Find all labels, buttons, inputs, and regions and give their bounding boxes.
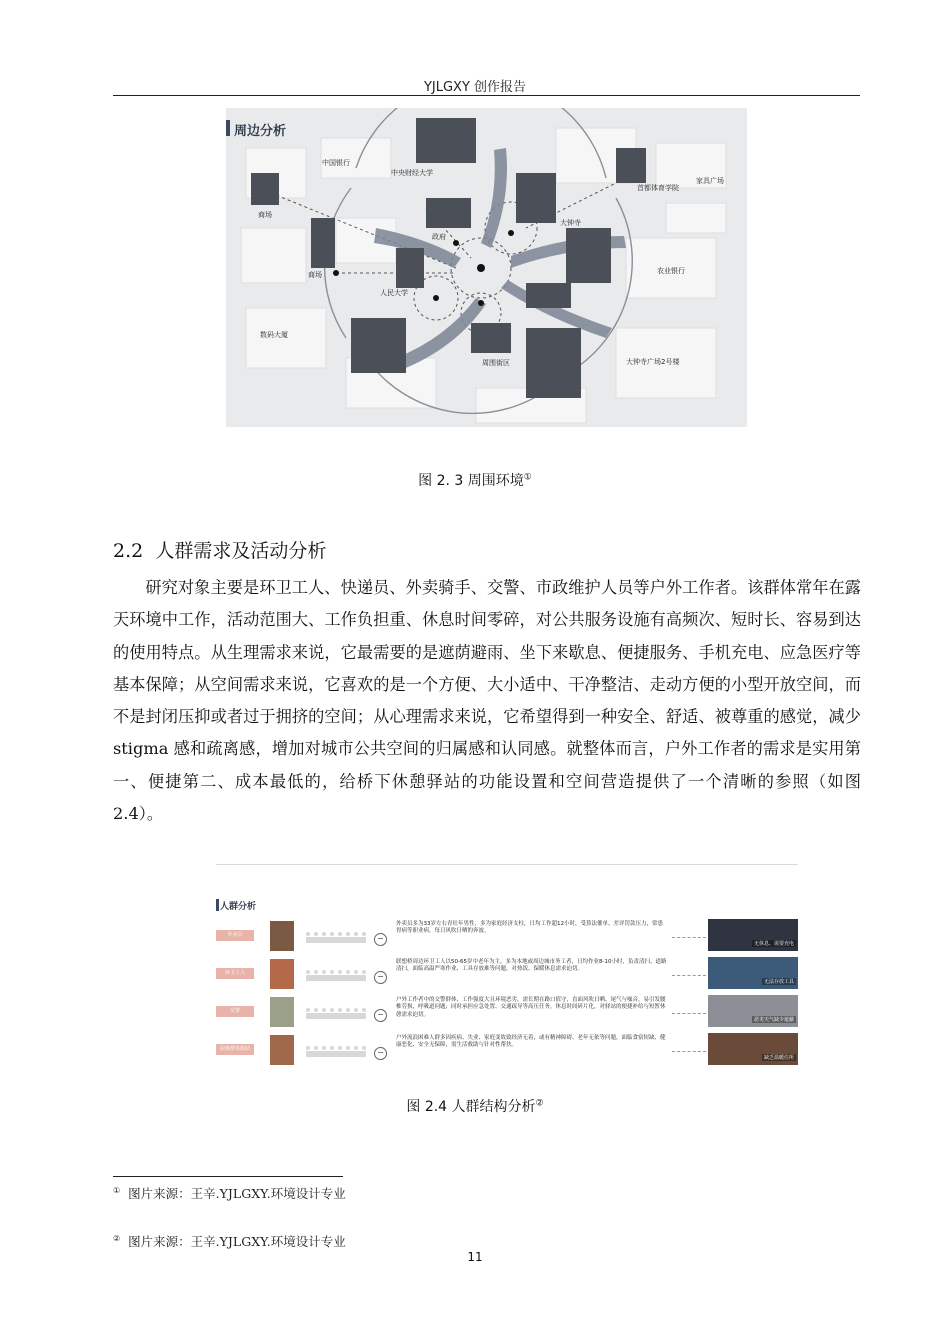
panel-title: 人群分析 [220,902,257,912]
group-tag: 交警 [216,1006,254,1017]
minus-icon: − [374,933,387,946]
map-label: 大钟寺 [560,219,581,227]
section-heading [113,536,326,563]
people-icon [304,1045,370,1059]
map-label: 中国银行 [322,159,350,167]
panel-accent-bar [216,899,219,911]
group-photo [270,1035,294,1065]
map-label: 农业银行 [657,267,685,275]
figure-surrounding-environment [226,108,747,427]
footnote-text: 图片来源：王辛.YJLGXY.环境设计专业 [128,1186,346,1201]
map-label: 政府 [432,233,446,241]
map-label: 商场 [308,271,322,279]
group-description: 户外流浪困难人群多因疾病、失业、家庭变故致经济无着，或有精神障碍、老年无依等问题，面临食宿短缺、健康恶化、安全无保障，需生活救助与针对性帮扶。 [396,1035,666,1049]
panel-accent-bar [226,120,230,136]
issue-photo [708,957,798,989]
figure-caption-2-3 [0,470,950,490]
map-label: 首都体育学院 [637,184,679,192]
connector-line [672,975,706,976]
footnote-mark: ② [113,1233,121,1243]
group-photo [270,997,294,1027]
footnote-ref[interactable]: ① [523,472,532,483]
group-tag: 环卫工人 [216,968,254,979]
issue-caption: 缺乏温暖住所 [763,1055,794,1061]
map-label: 周围街区 [482,359,510,367]
issue-caption: 无休息、需要充电 [753,941,794,947]
connector-line [672,937,706,938]
issue-photo [708,919,798,951]
group-photo [270,921,294,951]
group-description: 联想桥周边环卫工人以50-65岁中老年为主，多为本地或周边城市务工者，日均作业8-10小时，负责清扫、道路清扫，面临高温严寒作业、工具存放难等问题，对热饭、保暖休息需求迫切。 [396,959,667,973]
people-icon [304,969,370,983]
footnote-ref[interactable]: ② [535,1098,544,1109]
connector-line [672,1013,706,1014]
map-label: 数码大厦 [260,331,288,339]
figure-caption-2-4 [0,1096,950,1116]
map-label: 商场 [258,211,272,219]
section-number: 2.2 [113,540,144,562]
footnote-mark: ① [113,1185,121,1195]
minus-icon: − [374,1009,387,1022]
issue-photo [708,995,798,1027]
map-label: 大钟寺广场2号楼 [626,358,680,366]
group-photo [270,959,294,989]
header-rule [113,95,860,96]
group-description: 户外工作者中的交警群体，工作强度大且环境恶劣，需长期在路口值守，直面风吹日晒、尾气与噪音，易引发腰椎劳损、呼吸道问题；同时承担应急处置、交通疏导等高压任务，休息时间碎片化，对驿站的便捷补给与短暂休憩需求迫切。 [396,997,666,1018]
map-label: 中央财经大学 [391,169,433,177]
footnote-text: 图片来源：王辛.YJLGXY.环境设计专业 [128,1234,346,1249]
panel-title: 周边分析 [234,124,287,139]
figure-top-rule [216,864,798,865]
section-title: 人群需求及活动分析 [155,540,327,562]
footnote [113,1184,346,1202]
minus-icon: − [374,971,387,984]
page-number: 11 [467,1250,483,1264]
people-icon [304,931,370,945]
caption-text: 图 2. 3 周围环境 [418,473,524,489]
running-header: YJLGXY 创作报告 [423,80,527,95]
map-label: 人民大学 [380,289,408,297]
footnote [113,1232,346,1250]
crowd-row [216,919,798,955]
crowd-row [216,1033,798,1069]
caption-text: 图 2.4 人群结构分析 [406,1099,536,1115]
figure-crowd-analysis [216,893,798,1071]
group-tag: 困难群体救助 [216,1044,254,1055]
crowd-row [216,995,798,1031]
people-icon [304,1007,370,1021]
issue-photo [708,1033,798,1065]
connector-line [672,1051,706,1052]
minus-icon: − [374,1047,387,1060]
map-label: 家具广场 [696,177,724,185]
issue-caption: 恶劣天气缺少遮蔽 [753,1017,794,1023]
issue-caption: 无法存放工具 [763,979,794,985]
body-paragraph: 研究对象主要是环卫工人、快递员、外卖骑手、交警、市政维护人员等户外工作者。该群体常年在露天环境中工作，活动范围大、工作负担重、休息时间零碎，对公共服务设施有高频次、短时长、容易到达的使用特点。从生理需求来说，它最需要的是遮荫避雨、坐下来歇息、便捷服务、手机充电、应急医疗等基本保障；从空间需求来说，它喜欢的是一个方便、大小适中、干净整洁、走动方便的小型开放空间，而不是封闭压抑或者过于拥挤的空间；从心理需求来说，它希望得到一种安全、舒适、被尊重的感觉，减少 stigma 感和疏离感，增加对城市公共空间的归属感和认同感。就整体而言，户外工作者的需求是实用第一、便捷第二、成本最低的，给桥下休憩驿站的功能设置和空间营造提供了一个清晰的参照（如图 2.4）。 [113,578,861,824]
crowd-row [216,957,798,993]
group-description: 外卖员多为33岁左右青壮年男性，多为家庭经济支柱，日均工作超12小时，受算法催单、差评罚款压力，常患胃病等职业病，每日风吹日晒的奔波。 [396,921,664,935]
footnote-separator [113,1176,343,1177]
group-tag: 外卖员 [216,930,254,941]
